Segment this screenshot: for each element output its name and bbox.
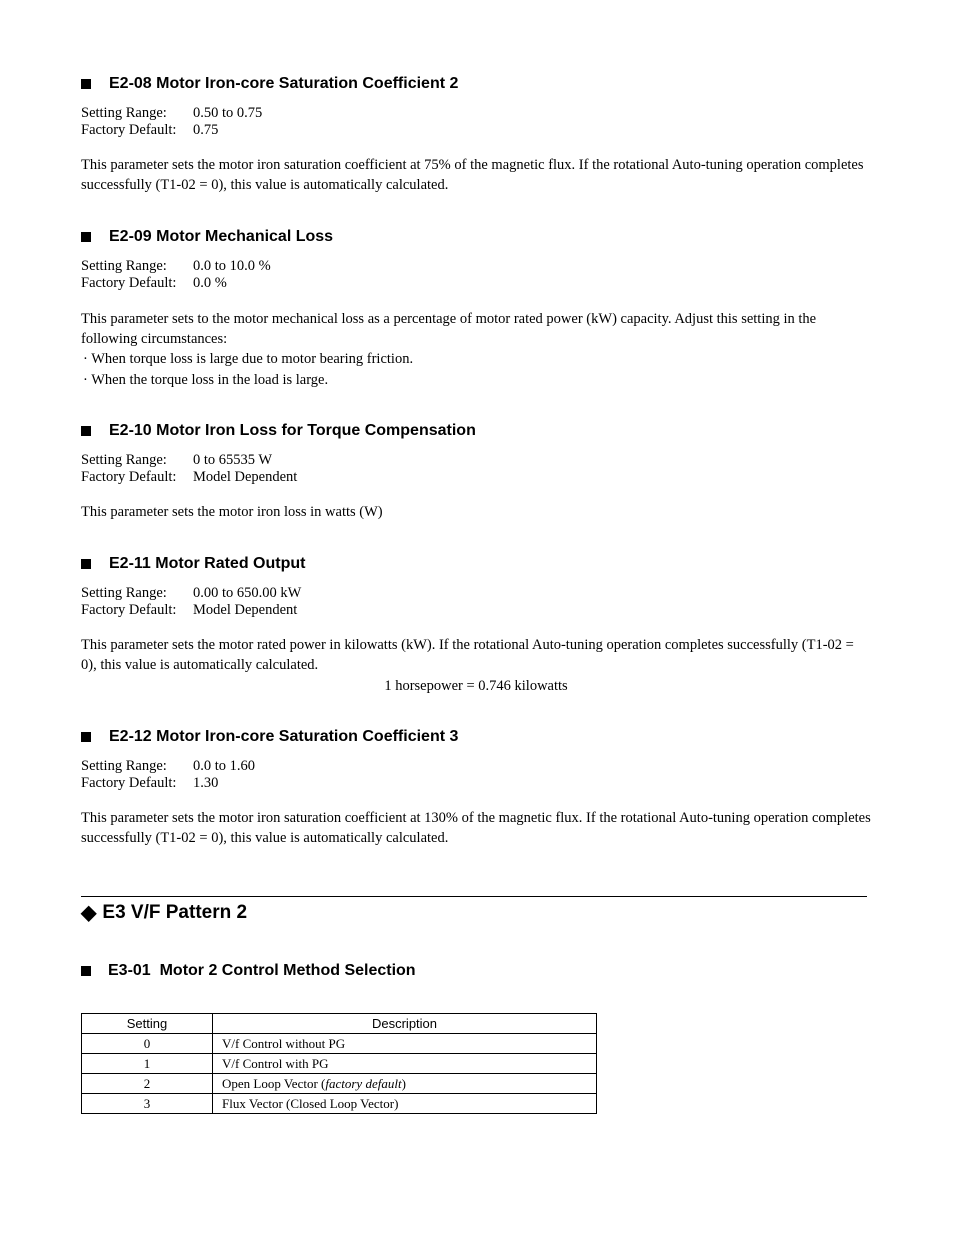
- conversion-note: 1 horsepower = 0.746 kilowatts: [384, 678, 568, 694]
- description-italic-text: factory default: [325, 1075, 402, 1091]
- setting-cell: 1: [82, 1054, 213, 1074]
- factory-default-row: [81, 469, 297, 486]
- setting-range-row: [81, 452, 272, 469]
- setting-range-label: Setting Range:: [81, 758, 167, 774]
- section-description: This parameter sets to the motor mechanical loss as a percentage of motor rated power (kW) capacity. Adjust this setting in the following circumstances:: [81, 311, 817, 347]
- diamond-icon: ◆: [81, 902, 97, 924]
- setting-range-row: [81, 105, 262, 122]
- description-cell: V/f Control with PG: [213, 1054, 597, 1074]
- heading-text: E2-08 Motor Iron-core Saturation Coefficient 2: [109, 75, 459, 92]
- chapter-title: E3 V/F Pattern 2: [102, 901, 248, 923]
- square-bullet-icon: [81, 966, 91, 976]
- table-row: [82, 1074, 597, 1094]
- square-bullet-icon: [81, 559, 91, 569]
- setting-range-row: [81, 585, 301, 602]
- setting-cell: 3: [82, 1094, 213, 1114]
- section-heading-e3-01: [81, 962, 416, 980]
- heading-text: E2-12 Motor Iron-core Saturation Coefficient 3: [109, 728, 459, 745]
- heading-text: E2-09 Motor Mechanical Loss: [109, 228, 334, 245]
- factory-default-value: 0.0 %: [193, 275, 227, 291]
- factory-default-label: Factory Default:: [81, 602, 177, 618]
- section-description: This parameter sets the motor rated power in kilowatts (kW). If the rotational Auto-tuning operation completes successfully (T1-02 = 0), this value is automatically calculated.: [81, 637, 854, 673]
- factory-default-row: [81, 122, 218, 139]
- factory-default-label: Factory Default:: [81, 469, 177, 485]
- heading-text: E2-11 Motor Rated Output: [109, 555, 306, 572]
- column-header-description: Description: [213, 1014, 597, 1034]
- factory-default-label: Factory Default:: [81, 275, 177, 291]
- setting-cell: 0: [82, 1034, 213, 1054]
- chapter-heading: [81, 900, 247, 925]
- table-row: [82, 1054, 597, 1074]
- description-cell: Flux Vector (Closed Loop Vector): [213, 1094, 597, 1114]
- section-heading-e2-12: [81, 728, 458, 746]
- setting-range-label: Setting Range:: [81, 452, 167, 468]
- table-header-row: [82, 1014, 597, 1034]
- control-method-table: [81, 1013, 597, 1114]
- table-row: [82, 1034, 597, 1054]
- description-text: Open Loop Vector (: [222, 1075, 326, 1091]
- section-divider: [81, 896, 867, 897]
- factory-default-label: Factory Default:: [81, 122, 177, 138]
- factory-default-label: Factory Default:: [81, 775, 177, 791]
- section-heading-e2-11: [81, 555, 305, 573]
- section-description: This parameter sets the motor iron loss in watts (W): [81, 504, 383, 520]
- factory-default-row: [81, 275, 227, 292]
- column-header-setting: Setting: [82, 1014, 213, 1034]
- description-end-text: ): [401, 1075, 406, 1091]
- bullet-item: · When torque loss is large due to motor bearing friction.: [83, 351, 414, 367]
- factory-default-value: Model Dependent: [193, 602, 298, 618]
- factory-default-value: Model Dependent: [193, 469, 298, 485]
- square-bullet-icon: [81, 79, 91, 89]
- setting-range-value: 0.00 to 650.00 kW: [193, 585, 302, 601]
- square-bullet-icon: [81, 232, 91, 242]
- description-cell: V/f Control without PG: [213, 1034, 597, 1054]
- factory-default-value: 0.75: [193, 122, 219, 138]
- section-description: This parameter sets the motor iron saturation coefficient at 75% of the magnetic flux. If the rotational Auto-tuning operation completes successfully (T1-02 = 0), this value is automatically calculated.: [81, 157, 864, 193]
- table-row: [82, 1094, 597, 1114]
- section-heading-e2-09: [81, 228, 333, 246]
- setting-range-row: [81, 258, 271, 275]
- setting-range-label: Setting Range:: [81, 105, 167, 121]
- heading-text: E3-01 Motor 2 Control Method Selection: [108, 962, 416, 979]
- square-bullet-icon: [81, 426, 91, 436]
- factory-default-row: [81, 602, 297, 619]
- setting-range-row: [81, 758, 255, 775]
- factory-default-value: 1.30: [193, 775, 219, 791]
- setting-range-value: 0 to 65535 W: [193, 452, 273, 468]
- setting-range-label: Setting Range:: [81, 258, 167, 274]
- section-description: This parameter sets the motor iron saturation coefficient at 130% of the magnetic flux. If the rotational Auto-tuning operation completes successfully (T1-02 = 0), this value is automatically calculated.: [81, 810, 871, 846]
- section-heading-e2-08: [81, 75, 458, 93]
- heading-text: E2-10 Motor Iron Loss for Torque Compensation: [109, 422, 476, 439]
- setting-range-value: 0.50 to 0.75: [193, 105, 263, 121]
- square-bullet-icon: [81, 732, 91, 742]
- setting-range-value: 0.0 to 10.0 %: [193, 258, 271, 274]
- section-heading-e2-10: [81, 422, 476, 440]
- description-cell: [213, 1074, 597, 1094]
- factory-default-row: [81, 775, 218, 792]
- setting-range-value: 0.0 to 1.60: [193, 758, 256, 774]
- setting-range-label: Setting Range:: [81, 585, 167, 601]
- setting-cell: 2: [82, 1074, 213, 1094]
- bullet-item: · When the torque loss in the load is large.: [83, 372, 329, 388]
